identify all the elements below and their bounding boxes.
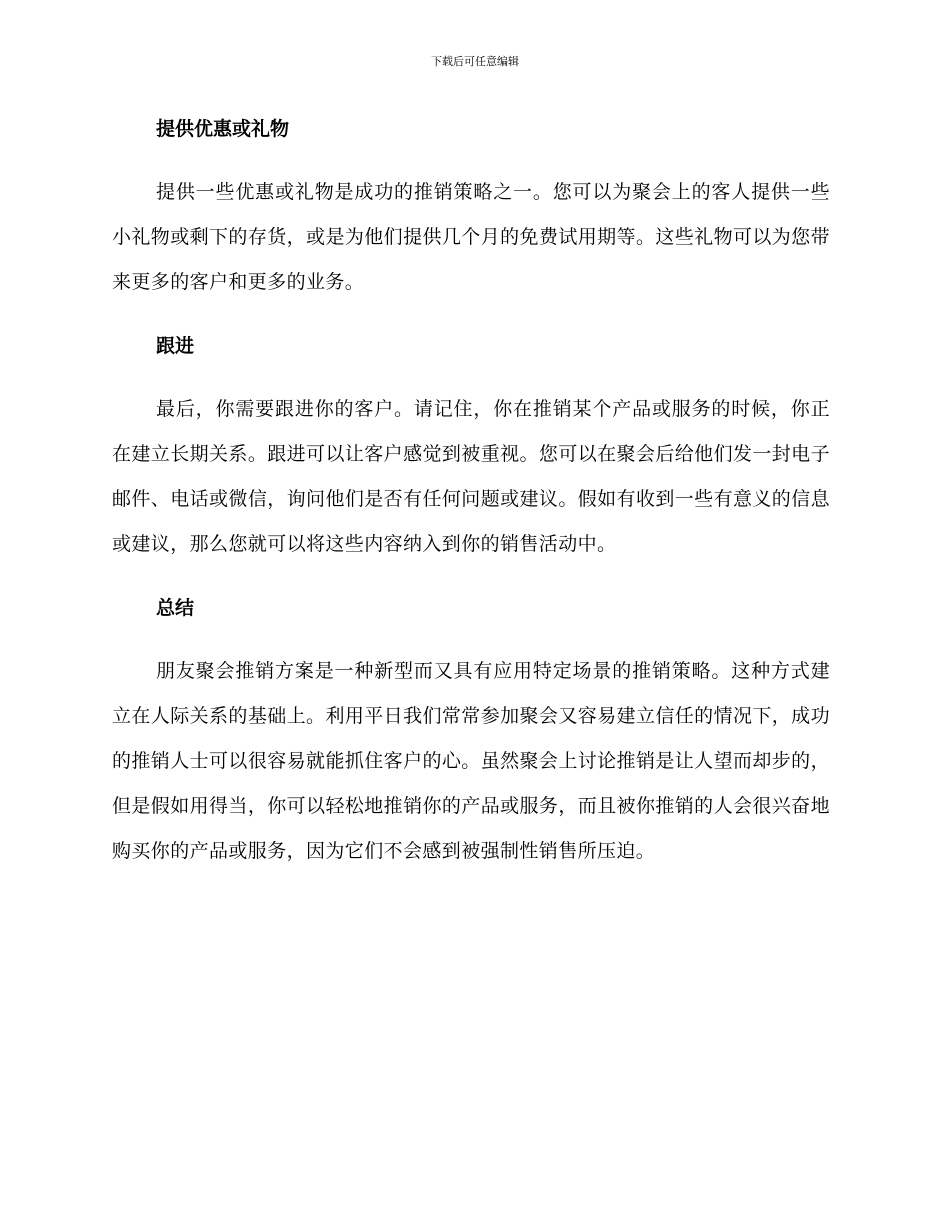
section-paragraph-follow-up: 最后，你需要跟进你的客户。请记住，你在推销某个产品或服务的时候，你正在建立长期关系。跟进可以让客户感觉到被重视。您可以在聚会后给他们发一封电子邮件、电话或微信，询问他们是否有任何问题或建议。假如有收到一些有意义的信息或建议，那么您就可以将这些内容纳入到你的销售活动中。: [112, 398, 830, 555]
document-body: [112, 112, 830, 874]
section-paragraph-offers: 提供一些优惠或礼物是成功的推销策略之一。您可以为聚会上的客人提供一些小礼物或剩下的存货，或是为他们提供几个月的免费试用期等。这些礼物可以为您带来更多的客户和更多的业务。: [112, 181, 830, 293]
section-heading-follow-up: 跟进: [156, 335, 195, 357]
section-paragraph-summary: 朋友聚会推销方案是一种新型而又具有应用特定场景的推销策略。这种方式建立在人际关系的基础上。利用平日我们常常参加聚会又容易建立信任的情况下，成功的推销人士可以很容易就能抓住客户的心。虽然聚会上讨论推销是让人望而却步的，但是假如用得当，你可以轻松地推销你的产品或服务，而且被你推销的人会很兴奋地购买你的产品或服务，因为它们不会感到被强制性销售所压迫。: [112, 660, 830, 862]
page-header: 下载后可任意编辑: [431, 55, 519, 68]
section-heading-summary: 总结: [156, 597, 195, 619]
section-heading-offers: 提供优惠或礼物: [156, 118, 290, 140]
